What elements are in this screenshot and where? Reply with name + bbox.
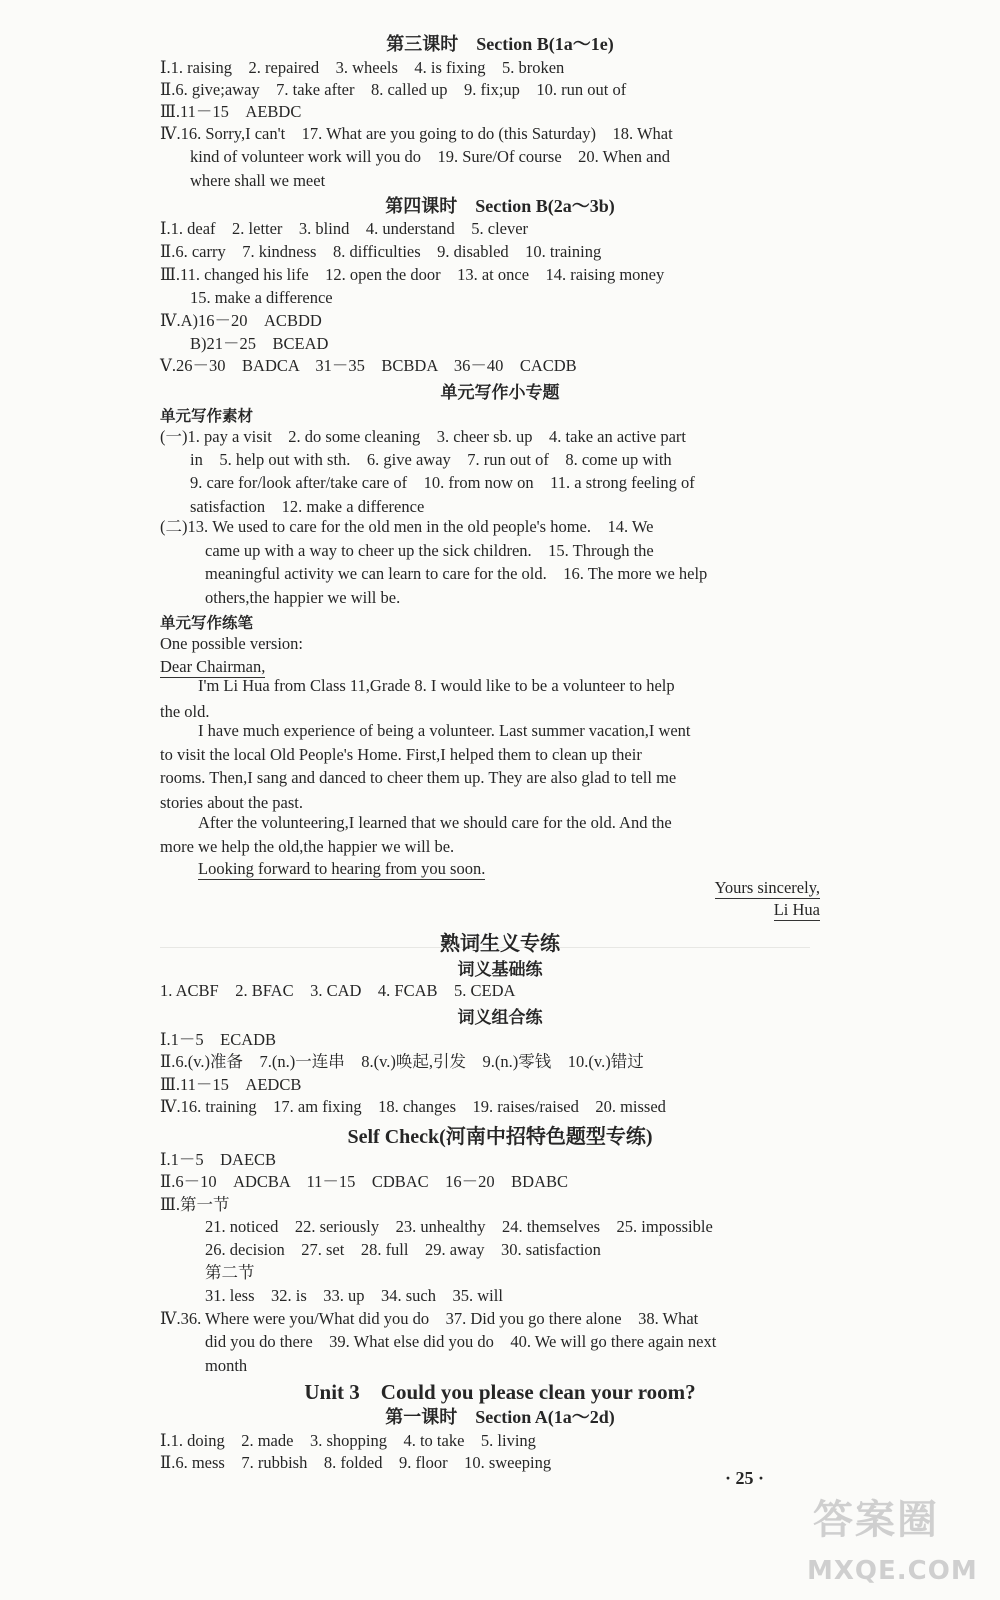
answer-line: 21. noticed 22. seriously 23. unhealthy 24. themselves 25. impossible bbox=[205, 1217, 713, 1236]
answer-line: Ⅰ.1. raising 2. repaired 3. wheels 4. is fixing 5. broken bbox=[160, 58, 565, 77]
letter-closing: Looking forward to hearing from you soon. bbox=[198, 859, 486, 878]
writing-intro: One possible version: bbox=[160, 634, 303, 653]
answer-line: meaningful activity we can learn to care for the old. 16. The more we help bbox=[205, 564, 708, 583]
answer-line: Ⅰ.1－5 DAECB bbox=[160, 1150, 277, 1169]
answer-line: Ⅱ.6.(v.)准备 7.(n.)一连串 8.(v.)唤起,引发 9.(n.)零钱 10.(v.)错过 bbox=[160, 1052, 644, 1071]
subheading-writing-practice: 单元写作练笔 bbox=[160, 615, 254, 632]
section-title-vocab: 熟词生义专练 bbox=[440, 933, 560, 955]
answer-line: kind of volunteer work will you do 19. Sure/Of course 20. When and bbox=[190, 147, 670, 166]
answer-line: Ⅰ.1. deaf 2. letter 3. blind 4. understand 5. clever bbox=[160, 219, 529, 238]
answer-line: Ⅱ.6. carry 7. kindness 8. difficulties 9. disabled 10. training bbox=[160, 242, 602, 261]
answer-line: Ⅰ.1. doing 2. made 3. shopping 4. to take 5. living bbox=[160, 1431, 536, 1450]
answer-line: Ⅲ.第一节 bbox=[160, 1195, 230, 1214]
answer-line: B)21－25 BCEAD bbox=[190, 334, 329, 353]
letter-signoff: Yours sincerely, bbox=[714, 878, 820, 897]
answer-line: 31. less 32. is 33. up 34. such 35. will bbox=[205, 1286, 503, 1305]
answer-line: Ⅲ.11－15 AEBDC bbox=[160, 102, 302, 121]
letter-line: I'm Li Hua from Class 11,Grade 8. I would like to be a volunteer to help bbox=[198, 676, 675, 695]
answer-line: 第二节 bbox=[205, 1263, 255, 1282]
answer-line: (一)1. pay a visit 2. do some cleaning 3. cheer sb. up 4. take an active part bbox=[160, 427, 687, 446]
section-title-a1: 第一课时 Section A(1a～2d) bbox=[385, 1407, 615, 1427]
answer-line: Ⅱ.6－10 ADCBA 11－15 CDBAC 16－20 BDABC bbox=[160, 1172, 569, 1191]
answer-line: Ⅲ.11－15 AEDCB bbox=[160, 1075, 302, 1094]
answer-line: where shall we meet bbox=[190, 171, 326, 190]
answer-line: did you do there 39. What else did you do 40. We will go there again next bbox=[205, 1332, 717, 1351]
subheading-material: 单元写作素材 bbox=[160, 408, 254, 425]
letter-line: rooms. Then,I sang and danced to cheer them up. They are also glad to tell me bbox=[160, 768, 677, 787]
answer-line: in 5. help out with sth. 6. give away 7. run out of 8. come up with bbox=[190, 450, 672, 469]
letter-line: After the volunteering,I learned that we should care for the old. And the bbox=[198, 813, 672, 832]
answer-line: others,the happier we will be. bbox=[205, 588, 401, 607]
answer-line: 9. care for/look after/take care of 10. from now on 11. a strong feeling of bbox=[190, 473, 695, 492]
answer-line: Ⅱ.6. give;away 7. take after 8. called up 9. fix;up 10. run out of bbox=[160, 80, 627, 99]
page-number: · 25 · bbox=[725, 1468, 765, 1488]
section-title-b2: 第四课时 Section B(2a～3b) bbox=[385, 196, 615, 216]
answer-line: Ⅲ.11. changed his life 12. open the door 13. at once 14. raising money bbox=[160, 265, 665, 284]
letter-line: stories about the past. bbox=[160, 793, 303, 812]
answer-line: 1. ACBF 2. BFAC 3. CAD 4. FCAB 5. CEDA bbox=[160, 981, 516, 1000]
letter-line: more we help the old,the happier we will be. bbox=[160, 837, 455, 856]
unit-title: Unit 3 Could you please clean your room? bbox=[304, 1380, 696, 1404]
letter-salutation: Dear Chairman, bbox=[160, 657, 266, 676]
subtitle-combo: 词义组合练 bbox=[457, 1008, 543, 1027]
watermark-logo: 答案圈 bbox=[813, 1497, 939, 1543]
letter-line: I have much experience of being a volunteer. Last summer vacation,I went bbox=[198, 721, 691, 740]
section-title-b1: 第三课时 Section B(1a～1e) bbox=[386, 34, 614, 54]
answer-line: satisfaction 12. make a difference bbox=[190, 497, 425, 516]
subtitle-basic: 词义基础练 bbox=[457, 960, 543, 979]
answer-line: Ⅳ.A)16－20 ACBDD bbox=[160, 311, 322, 330]
letter-line: to visit the local Old People's Home. First,I helped them to clean up their bbox=[160, 745, 642, 764]
answer-line: Ⅳ.36. Where were you/What did you do 37. Did you go there alone 38. What bbox=[160, 1309, 699, 1328]
answer-line: Ⅱ.6. mess 7. rubbish 8. folded 9. floor 10. sweeping bbox=[160, 1453, 552, 1472]
answer-line: (二)13. We used to care for the old men in the old people's home. 14. We bbox=[160, 517, 654, 536]
watermark bbox=[795, 1488, 1000, 1598]
section-title-self-check: Self Check(河南中招特色题型专练) bbox=[347, 1126, 653, 1148]
answer-line: Ⅳ.16. training 17. am fixing 18. changes 19. raises/raised 20. missed bbox=[160, 1097, 666, 1116]
answer-line: 26. decision 27. set 28. full 29. away 30. satisfaction bbox=[205, 1240, 601, 1259]
watermark-url: MXQE.COM bbox=[807, 1556, 978, 1586]
answer-line: 15. make a difference bbox=[190, 288, 333, 307]
answer-line: Ⅳ.16. Sorry,I can't 17. What are you going to do (this Saturday) 18. What bbox=[160, 124, 673, 143]
letter-signature: Li Hua bbox=[773, 900, 820, 919]
answer-line: Ⅴ.26－30 BADCA 31－35 BCBDA 36－40 CACDB bbox=[160, 356, 577, 375]
answer-line: came up with a way to cheer up the sick children. 15. Through the bbox=[205, 541, 654, 560]
answer-line: Ⅰ.1－5 ECADB bbox=[160, 1030, 277, 1049]
answer-line: month bbox=[205, 1356, 248, 1375]
letter-line: the old. bbox=[160, 702, 210, 721]
section-title-writing: 单元写作小专题 bbox=[440, 383, 560, 402]
